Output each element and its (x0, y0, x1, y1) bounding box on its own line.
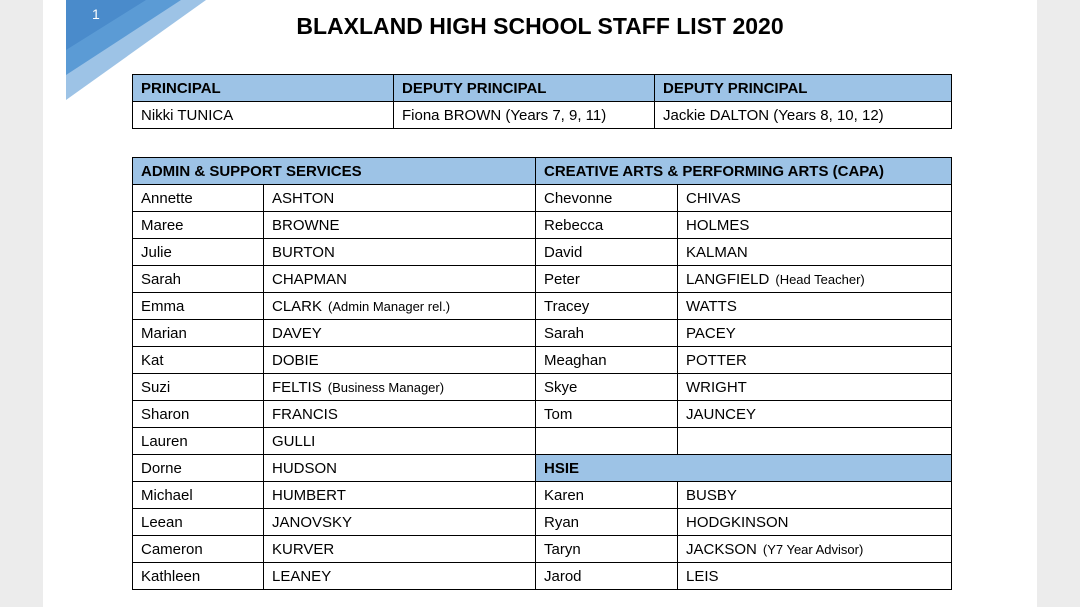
admin-section-header: ADMIN & SUPPORT SERVICES (133, 158, 536, 185)
first-name-text: Suzi (141, 378, 171, 396)
last-name-text: GULLI (272, 432, 316, 450)
admin-last-name (264, 401, 536, 428)
capa-last-name (678, 239, 952, 266)
first-name-text: Tracey (544, 297, 590, 315)
first-name-text: Ryan (544, 513, 580, 531)
last-name-text: CLARK (272, 297, 323, 315)
empty-cell (678, 428, 952, 455)
last-name-text: LEIS (686, 567, 719, 585)
admin-first-name (133, 401, 264, 428)
first-name-text: Michael (141, 486, 193, 504)
staff-row (133, 212, 952, 239)
capa-first-name (536, 293, 678, 320)
last-name-text: HOLMES (686, 216, 750, 234)
staff-row (133, 401, 952, 428)
capa-first-name (536, 212, 678, 239)
admin-last-name (264, 563, 536, 590)
role-note: (Business Manager) (327, 379, 445, 395)
hsie-first-name (536, 509, 678, 536)
admin-last-name (264, 374, 536, 401)
staff-row (133, 239, 952, 266)
admin-first-name (133, 212, 264, 239)
deputy-principal-name: Jackie DALTON (Years 8, 10, 12) (655, 102, 952, 129)
staff-row (133, 455, 952, 482)
first-name-text: Julie (141, 243, 172, 261)
capa-first-name (536, 266, 678, 293)
last-name-text: ASHTON (272, 189, 335, 207)
staff-row (133, 509, 952, 536)
last-name-text: WATTS (686, 297, 737, 315)
admin-last-name (264, 185, 536, 212)
viewer-gutter-right (1037, 0, 1080, 607)
admin-last-name (264, 428, 536, 455)
first-name-text: Peter (544, 270, 580, 288)
hsie-last-name (678, 536, 952, 563)
principal-header: PRINCIPAL (133, 75, 394, 102)
admin-last-name (264, 455, 536, 482)
last-name-text: JANOVSKY (272, 513, 353, 531)
last-name-text: POTTER (686, 351, 747, 369)
first-name-text: Sarah (141, 270, 182, 288)
last-name-text: HODGKINSON (686, 513, 789, 531)
last-name-text: DOBIE (272, 351, 319, 369)
admin-first-name (133, 185, 264, 212)
first-name-text: Maree (141, 216, 184, 234)
admin-first-name (133, 455, 264, 482)
last-name-text: HUMBERT (272, 486, 346, 504)
first-name-text: Marian (141, 324, 187, 342)
hsie-first-name (536, 482, 678, 509)
hsie-last-name (678, 482, 952, 509)
first-name-text: Rebecca (544, 216, 604, 234)
staff-row (133, 482, 952, 509)
first-name-text: David (544, 243, 583, 261)
last-name-text: BURTON (272, 243, 335, 261)
last-name-text: BROWNE (272, 216, 340, 234)
admin-last-name (264, 509, 536, 536)
capa-last-name (678, 401, 952, 428)
admin-last-name (264, 293, 536, 320)
last-name-text: BUSBY (686, 486, 737, 504)
capa-first-name (536, 374, 678, 401)
admin-first-name (133, 347, 264, 374)
last-name-text: CHIVAS (686, 189, 741, 207)
admin-first-name (133, 428, 264, 455)
staff-row (133, 536, 952, 563)
admin-first-name (133, 320, 264, 347)
capa-section-header: CREATIVE ARTS & PERFORMING ARTS (CAPA) (536, 158, 952, 185)
admin-first-name (133, 239, 264, 266)
last-name-text: FELTIS (272, 378, 322, 396)
first-name-text: Lauren (141, 432, 188, 450)
admin-first-name (133, 293, 264, 320)
admin-last-name (264, 239, 536, 266)
first-name-text: Skye (544, 378, 578, 396)
admin-first-name (133, 482, 264, 509)
capa-last-name (678, 185, 952, 212)
admin-last-name (264, 266, 536, 293)
role-note: (Admin Manager rel.) (328, 298, 451, 314)
hsie-first-name (536, 536, 678, 563)
capa-first-name (536, 347, 678, 374)
deputy-principal-header: DEPUTY PRINCIPAL (394, 75, 655, 102)
capa-first-name (536, 401, 678, 428)
admin-first-name (133, 374, 264, 401)
last-name-text: DAVEY (272, 324, 322, 342)
last-name-text: HUDSON (272, 459, 338, 477)
admin-first-name (133, 509, 264, 536)
hsie-section-header: HSIE (536, 455, 952, 482)
hsie-first-name (536, 563, 678, 590)
staff-row (133, 320, 952, 347)
capa-last-name (678, 266, 952, 293)
capa-last-name (678, 293, 952, 320)
last-name-text: CHAPMAN (272, 270, 348, 288)
viewer-gutter-left (0, 0, 43, 607)
capa-first-name (536, 320, 678, 347)
capa-last-name (678, 320, 952, 347)
staff-row (133, 185, 952, 212)
capa-last-name (678, 374, 952, 401)
leadership-table (132, 74, 952, 129)
first-name-text: Annette (141, 189, 193, 207)
first-name-text: Kat (141, 351, 164, 369)
admin-last-name (264, 212, 536, 239)
first-name-text: Kathleen (141, 567, 201, 585)
first-name-text: Dorne (141, 459, 182, 477)
capa-last-name (678, 347, 952, 374)
first-name-text: Sharon (141, 405, 190, 423)
first-name-text: Jarod (544, 567, 582, 585)
last-name-text: JACKSON (686, 540, 757, 558)
last-name-text: FRANCIS (272, 405, 338, 423)
staff-row (133, 266, 952, 293)
first-name-text: Tom (544, 405, 573, 423)
document-title: BLAXLAND HIGH SCHOOL STAFF LIST 2020 (296, 13, 784, 39)
hsie-last-name (678, 509, 952, 536)
staff-table (132, 157, 952, 590)
last-name-text: JAUNCEY (686, 405, 757, 423)
first-name-text: Karen (544, 486, 585, 504)
leadership-header-row (133, 75, 952, 102)
staff-row (133, 374, 952, 401)
staff-row (133, 428, 952, 455)
last-name-text: LEANEY (272, 567, 332, 585)
admin-first-name (133, 563, 264, 590)
last-name-text: KALMAN (686, 243, 748, 261)
capa-first-name (536, 239, 678, 266)
page-number: 1 (92, 6, 100, 22)
empty-cell (536, 428, 678, 455)
capa-last-name (678, 212, 952, 239)
first-name-text: Chevonne (544, 189, 613, 207)
leadership-names-row (133, 102, 952, 129)
admin-last-name (264, 482, 536, 509)
first-name-text: Cameron (141, 540, 203, 558)
admin-last-name (264, 536, 536, 563)
role-note: (Y7 Year Advisor) (762, 541, 864, 557)
section-header-row (133, 158, 952, 185)
admin-last-name (264, 320, 536, 347)
hsie-last-name (678, 563, 952, 590)
first-name-text: Leean (141, 513, 183, 531)
first-name-text: Emma (141, 297, 185, 315)
last-name-text: PACEY (686, 324, 736, 342)
last-name-text: LANGFIELD (686, 270, 770, 288)
deputy-principal-header: DEPUTY PRINCIPAL (655, 75, 952, 102)
capa-first-name (536, 185, 678, 212)
staff-row (133, 347, 952, 374)
staff-row (133, 293, 952, 320)
principal-name: Nikki TUNICA (133, 102, 394, 129)
first-name-text: Taryn (544, 540, 581, 558)
first-name-text: Sarah (544, 324, 585, 342)
admin-first-name (133, 536, 264, 563)
deputy-principal-name: Fiona BROWN (Years 7, 9, 11) (394, 102, 655, 129)
admin-first-name (133, 266, 264, 293)
staff-row (133, 563, 952, 590)
last-name-text: WRIGHT (686, 378, 747, 396)
admin-last-name (264, 347, 536, 374)
first-name-text: Meaghan (544, 351, 607, 369)
role-note: (Head Teacher) (775, 271, 865, 287)
last-name-text: KURVER (272, 540, 335, 558)
